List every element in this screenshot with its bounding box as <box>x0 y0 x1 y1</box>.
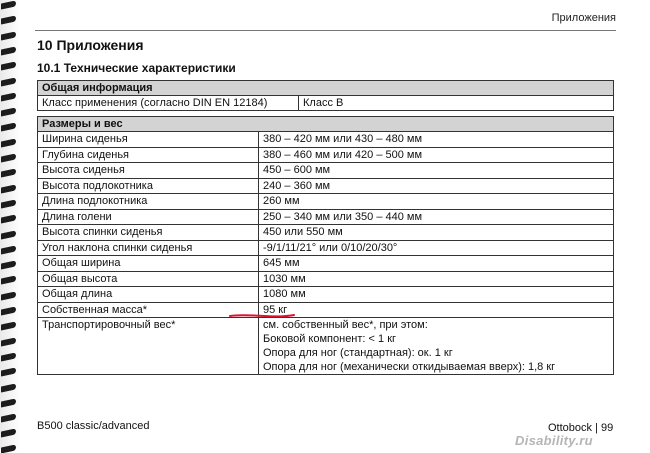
table-row <box>38 287 614 303</box>
running-head: Приложения <box>551 12 616 24</box>
table-row <box>38 256 614 272</box>
row-value: 645 мм <box>259 256 614 272</box>
binding-ring <box>1 368 16 377</box>
row-label: Общая ширина <box>38 256 259 272</box>
watermark: Disability.ru <box>515 433 593 448</box>
row-value: -9/1/11/21° или 0/10/20/30° <box>259 240 614 256</box>
row-label: Транспортировочный вес* <box>38 318 259 375</box>
binding-ring <box>1 413 16 422</box>
binding-ring <box>1 169 16 178</box>
row-label: Высота сиденья <box>38 163 259 179</box>
row-label: Класс применения (согласно DIN EN 12184) <box>38 96 299 111</box>
spiral-binding <box>0 0 20 449</box>
table-row <box>38 132 614 148</box>
detail-line: Опора для ног (стандартная): ок. 1 кг <box>263 347 453 359</box>
row-label: Длина подлокотника <box>38 194 259 210</box>
binding-ring <box>1 0 16 9</box>
row-value: 450 – 600 мм <box>259 163 614 179</box>
detail-line: Опора для ног (механически откидываемая вверх): 1,8 кг <box>263 361 556 373</box>
table-row <box>38 96 614 111</box>
handwritten-underline <box>228 311 298 321</box>
row-label: Общая длина <box>38 287 259 303</box>
row-value: 1030 мм <box>259 271 614 287</box>
row-value: 240 – 360 мм <box>259 178 614 194</box>
row-label: Глубина сиденья <box>38 147 259 163</box>
row-value: 250 – 340 мм или 350 – 440 мм <box>259 209 614 225</box>
binding-ring <box>1 62 16 71</box>
table-row <box>38 225 614 241</box>
dimensions-header: Размеры и вес <box>38 117 614 132</box>
binding-ring <box>1 92 16 101</box>
binding-ring <box>1 352 16 361</box>
row-label: Длина голени <box>38 209 259 225</box>
footer-page: Ottobock | 99 <box>548 422 614 434</box>
transport-weight-details <box>259 318 614 375</box>
binding-ring <box>1 46 16 55</box>
table-row <box>38 240 614 256</box>
binding-ring <box>1 123 16 132</box>
row-label: Ширина сиденья <box>38 132 259 148</box>
section-title: 10.1 Технические характеристики <box>37 61 236 75</box>
table-row <box>38 178 614 194</box>
binding-ring <box>1 276 16 285</box>
chapter-title: 10 Приложения <box>37 37 144 53</box>
table-row <box>38 194 614 210</box>
binding-ring <box>1 107 16 116</box>
general-info-header: Общая информация <box>38 81 614 96</box>
binding-ring <box>1 199 16 208</box>
row-value: 260 мм <box>259 194 614 210</box>
binding-ring <box>1 322 16 331</box>
detail-line: см. собственный вес*, при этом: <box>263 319 428 331</box>
binding-ring <box>1 138 16 147</box>
table-row <box>38 163 614 179</box>
row-label: Угол наклона спинки сиденья <box>38 240 259 256</box>
footer-model: B500 classic/advanced <box>37 420 150 432</box>
general-info-table <box>37 80 614 111</box>
binding-ring <box>1 291 16 300</box>
binding-ring <box>1 16 16 25</box>
binding-ring <box>1 31 16 40</box>
binding-ring <box>1 337 16 346</box>
binding-ring <box>1 184 16 193</box>
binding-ring <box>1 383 16 392</box>
binding-ring <box>1 429 16 438</box>
row-label: Высота спинки сиденья <box>38 225 259 241</box>
row-value: 380 – 420 мм или 430 – 480 мм <box>259 132 614 148</box>
detail-line: Боковой компонент: < 1 кг <box>263 333 397 345</box>
binding-ring <box>1 215 16 224</box>
binding-ring <box>1 77 16 86</box>
table-row <box>38 318 614 375</box>
row-value: 380 – 460 мм или 420 – 500 мм <box>259 147 614 163</box>
row-value: 95 кг <box>259 302 614 318</box>
table-row <box>38 302 614 318</box>
row-value: 1080 мм <box>259 287 614 303</box>
binding-ring <box>1 230 16 239</box>
row-value: 450 или 550 мм <box>259 225 614 241</box>
table-row <box>38 147 614 163</box>
row-label: Собственная масса* <box>38 302 259 318</box>
table-row <box>38 271 614 287</box>
row-label: Высота подлокотника <box>38 178 259 194</box>
row-label: Общая высота <box>38 271 259 287</box>
binding-ring <box>1 245 16 254</box>
header-rule <box>35 30 616 31</box>
binding-ring <box>1 153 16 162</box>
dimensions-weight-table <box>37 116 614 375</box>
row-value: Класс B <box>299 96 614 111</box>
table-row <box>38 209 614 225</box>
binding-ring <box>1 398 16 407</box>
binding-ring <box>1 260 16 269</box>
binding-ring <box>1 306 16 315</box>
